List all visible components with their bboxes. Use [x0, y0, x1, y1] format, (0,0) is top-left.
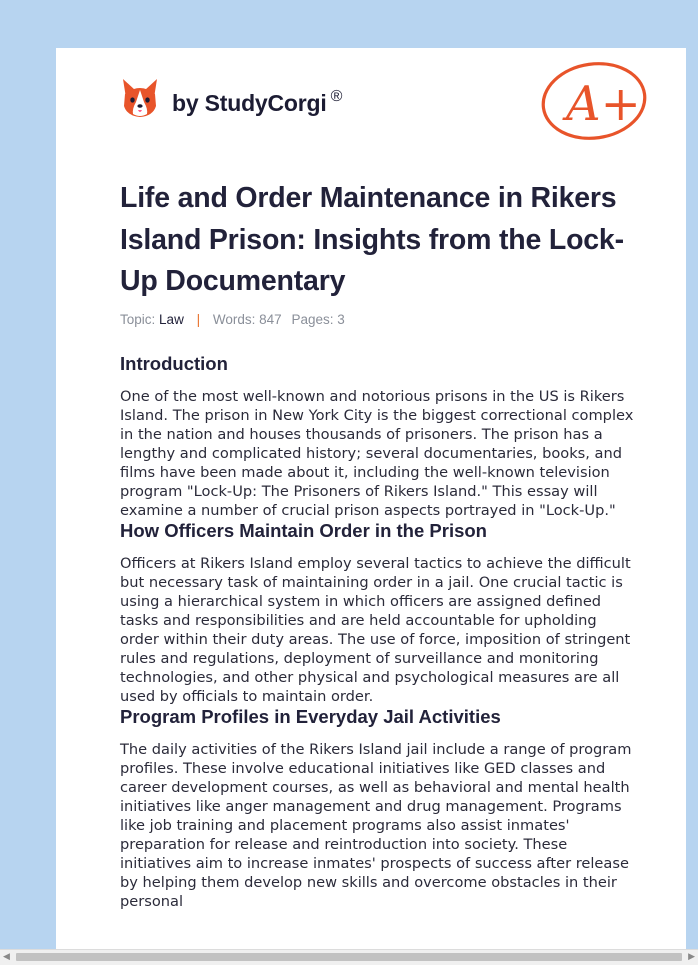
pages-value: 3 [337, 312, 345, 327]
a-plus-stamp [538, 60, 650, 142]
article-title: Life and Order Maintenance in Rikers Island Prison: Insights from the Lock-Up Documentary [120, 182, 624, 297]
registered-mark: ® [330, 87, 343, 105]
grade-badge [538, 60, 650, 146]
pages-label: Pages: [291, 312, 334, 327]
scroll-left-icon[interactable]: ◀ [3, 952, 10, 962]
words-label: Words: [212, 312, 256, 327]
topic-label: Topic: [120, 312, 156, 327]
corgi-icon [120, 76, 160, 120]
horizontal-scrollbar[interactable] [0, 949, 698, 965]
section-paragraph: Officers at Rikers Island employ several tactics to achieve the difficult but necessary task of maintaining order in a jail. One crucial tactic is using a hierarchical system in which officers are assigned defined tasks and responsibilities and are held accountable for upholding order within their duty areas. The use of force, imposition of stringent rules and regulations, deployment of surveillance and monitoring technologies, and other physical and psychological measures are all used by officials to maintain order. [120, 555, 631, 705]
topic-link[interactable]: Law [159, 312, 184, 327]
article-body [120, 351, 634, 911]
scroll-right-icon[interactable]: ▶ [688, 952, 695, 962]
section-heading: Introduction [120, 353, 228, 374]
studycorgi-logo[interactable] [120, 74, 342, 122]
words-value: 847 [259, 312, 282, 327]
section-heading: How Officers Maintain Order in the Prison [120, 520, 487, 541]
document-page [56, 48, 686, 950]
article-meta [120, 312, 345, 327]
section-heading: Program Profiles in Everyday Jail Activities [120, 706, 501, 727]
scrollbar-thumb[interactable] [16, 953, 682, 961]
logo-text: by StudyCorgi ® [172, 87, 343, 116]
section-paragraph: One of the most well-known and notorious prisons in the US is Rikers Island. The prison in New York City is the biggest correctional complex in the nation and houses thousands of prisoners. The prison has a lengthy and complicated history; several documentaries, books, and films have been made about it, including the well-known television program "Lock-Up: The Prisoners of Rikers Island." This essay will examine a number of crucial prison aspects portrayed in "Lock-Up." [120, 388, 634, 519]
meta-separator: | [196, 312, 201, 327]
section-paragraph: The daily activities of the Rikers Island jail include a range of program profiles. These involve educational initiatives like GED classes and career development courses, as well as behavioral and mental health initiatives like anger management and drug management. Programs like job training and placement programs also assist inmates' preparation for release and reintroduction into society. These initiatives aim to increase inmates' prospects of success after release by helping them develop new skills and overcome obstacles in their personal [120, 741, 632, 910]
grade-text: A+ [566, 76, 641, 132]
